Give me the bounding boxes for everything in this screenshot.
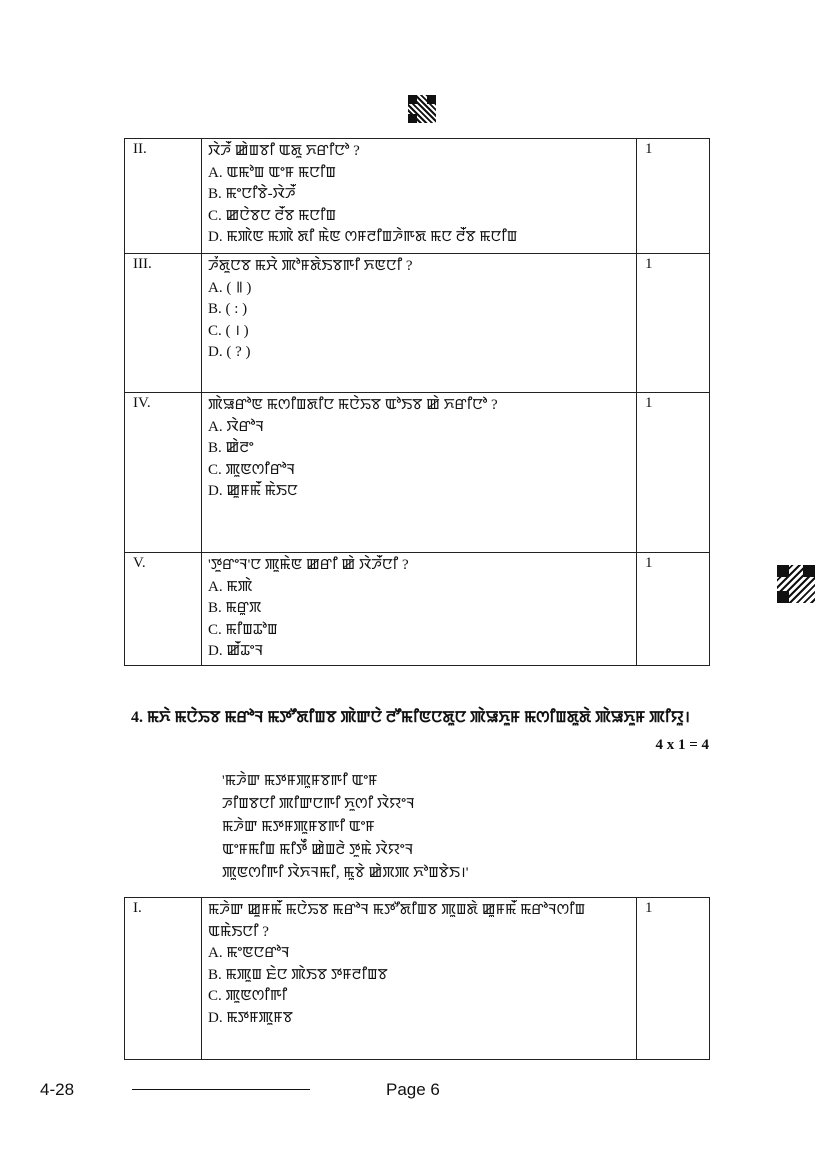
table-row — [125, 254, 710, 393]
qr-code-side — [777, 565, 815, 603]
poem-line: ꯃꯍꯥꯛ ꯃꯇꯝꯄꯨꯝꯕꯒꯤ ꯑꯦꯝ — [222, 819, 375, 835]
table-row — [125, 393, 710, 553]
question-cell — [202, 139, 637, 254]
option: A. ( ꯫ ) — [208, 279, 252, 296]
option: C. ꯄꯨꯟꯁꯤꯒꯤ — [208, 988, 288, 1004]
question-text: ꯃꯍꯥꯛ ꯀꯨꯝꯃꯩ ꯃꯅꯥꯢꯕ ꯃꯔꯣꯜ ꯃꯇꯧꯗꯤꯡꯕ ꯄꯨꯡꯗꯥ ꯀꯨꯝꯃꯩ ꯃꯔꯣꯜꯁꯤꯡ ꯑꯃꯥꯏꯅꯤ ? — [208, 902, 586, 940]
marks-total: 4 x 1 = 4 — [655, 737, 709, 753]
question-text: ꯍꯪꯗꯨꯅꯕ ꯃꯆꯥ ꯄꯣꯝꯗꯥꯏꯕꯒꯤ ꯈꯟꯅꯤ ? — [208, 258, 413, 274]
question-text: 'ꯇꯨꯔꯦꯜ'ꯅ ꯄꯨꯃꯥꯟ ꯀꯔꯤ ꯀꯥ ꯋꯥꯍꯩꯅꯤ ? — [208, 557, 409, 573]
section-instruction: 4. ꯃꯈꯥ ꯃꯅꯥꯢꯕ ꯃꯔꯣꯜ ꯃꯇꯧꯗꯤꯡꯕ ꯄꯥꯛꯅꯥ ꯂꯧꯃꯤꯟꯅꯗꯨꯅ ꯄꯥꯎꯈꯨꯝ ꯃꯁꯤꯡꯗꯨꯗꯥ ꯄꯥꯎꯈꯨꯝ ꯄꯤꯌꯨ। — [131, 709, 690, 726]
option: D. ꯀꯩꯊꯦꯜ — [208, 643, 264, 659]
poem-line: 'ꯃꯍꯥꯛ ꯃꯇꯝꯄꯨꯝꯕꯒꯤ ꯑꯦꯝ — [222, 773, 378, 789]
option: D. ꯃꯄꯥꯟ ꯃꯄꯥ ꯗꯤ ꯃꯥꯟ ꯁꯝꯂꯤꯡꯍꯥꯒꯗ ꯃꯅ ꯂꯩꯕ ꯃꯅꯤꯡ — [208, 229, 518, 245]
option: C. ꯀꯅꯥꯕꯅ ꯂꯩꯕ ꯃꯅꯤꯡ — [208, 207, 337, 224]
marks-cell: 1 — [637, 553, 710, 666]
marks-cell: 1 — [637, 139, 710, 254]
question-cell — [202, 553, 637, 666]
question-number: II. — [125, 139, 202, 254]
poem-line: ꯄꯨꯟꯁꯤꯒꯤ ꯋꯥꯈꯜꯃꯤ, ꯃꯨꯕꯥ ꯀꯥꯞꯄ ꯈꯣꯡꯕꯥꯏ।' — [222, 865, 469, 881]
option: A. ꯋꯥꯔꯣꯜ — [208, 418, 264, 435]
poem-passage — [222, 770, 468, 885]
option: B. ( : ) — [208, 301, 248, 317]
option: D. ꯀꯨꯝꯃꯩ ꯃꯥꯏꯅ — [208, 483, 298, 499]
question-table-1 — [124, 138, 710, 666]
question-number: V. — [125, 553, 202, 666]
option: C. ( । ) — [208, 322, 249, 339]
option: D. ꯃꯇꯝꯄꯨꯝꯕ — [208, 1009, 293, 1026]
question-number: I. — [125, 898, 202, 1060]
option: D. ( ? ) — [208, 344, 251, 360]
qr-code-top — [408, 95, 436, 123]
table-row — [125, 553, 710, 666]
marks-cell: 1 — [637, 254, 710, 393]
option: B. ꯃꯄꯨꯡ ꯐꯥꯅ ꯄꯥꯏꯕ ꯇꯝꯂꯤꯡꯕ — [208, 966, 388, 983]
table-row — [125, 898, 710, 1060]
question-table-2 — [124, 897, 710, 1060]
option: B. ꯃꯔꯨꯞ — [208, 600, 262, 616]
question-text: ꯋꯥꯍꯩ ꯀꯥꯡꯕꯤ ꯑꯗꯨ ꯈꯔꯤꯅꯣ ? — [208, 143, 360, 159]
option: A. ꯃꯦꯟꯅꯔꯣꯜ — [208, 945, 290, 961]
paper-code: 4-28 — [40, 1080, 75, 1099]
poem-line: ꯑꯦꯝꯃꯤꯡ ꯃꯤꯇꯩ ꯀꯥꯡꯂꯥ ꯇꯨꯃꯥ ꯋꯥꯌꯦꯜ — [222, 842, 414, 858]
marks-cell: 1 — [637, 393, 710, 553]
question-text: ꯄꯥꯎꯔꯣꯟ ꯃꯁꯤꯡꯗꯤꯅ ꯃꯅꯥꯢꯕ ꯑꯣꯏꯕ ꯀꯥ ꯈꯔꯤꯅꯣ ? — [208, 397, 498, 413]
option: B. ꯃꯦꯅꯤꯕꯥ-ꯋꯥꯍꯩ — [208, 186, 296, 202]
question-cell — [202, 393, 637, 553]
question-number: IV. — [125, 393, 202, 553]
table-row — [125, 139, 710, 254]
option: C. ꯄꯨꯟꯁꯤꯔꯣꯜ — [208, 461, 296, 478]
marks-cell: 1 — [637, 898, 710, 1060]
option: A. ꯑꯃꯣꯡ ꯑꯦꯝ ꯃꯅꯤꯡ — [208, 164, 336, 181]
page-number: Page 6 — [386, 1080, 440, 1099]
option: B. ꯀꯥꯂꯦ — [208, 440, 254, 456]
footer-divider — [132, 1089, 310, 1090]
option: C. ꯃꯤꯡꯊꯣꯡ — [208, 621, 278, 638]
question-number: III. — [125, 254, 202, 393]
option: A. ꯃꯄꯥ — [208, 578, 253, 595]
question-cell — [202, 898, 637, 1060]
question-cell — [202, 254, 637, 393]
poem-line: ꯍꯤꯡꯕꯅꯤ ꯄꯤꯛꯅꯒꯤ ꯈꯨꯁꯤ ꯋꯥꯌꯦꯜ — [222, 796, 415, 812]
